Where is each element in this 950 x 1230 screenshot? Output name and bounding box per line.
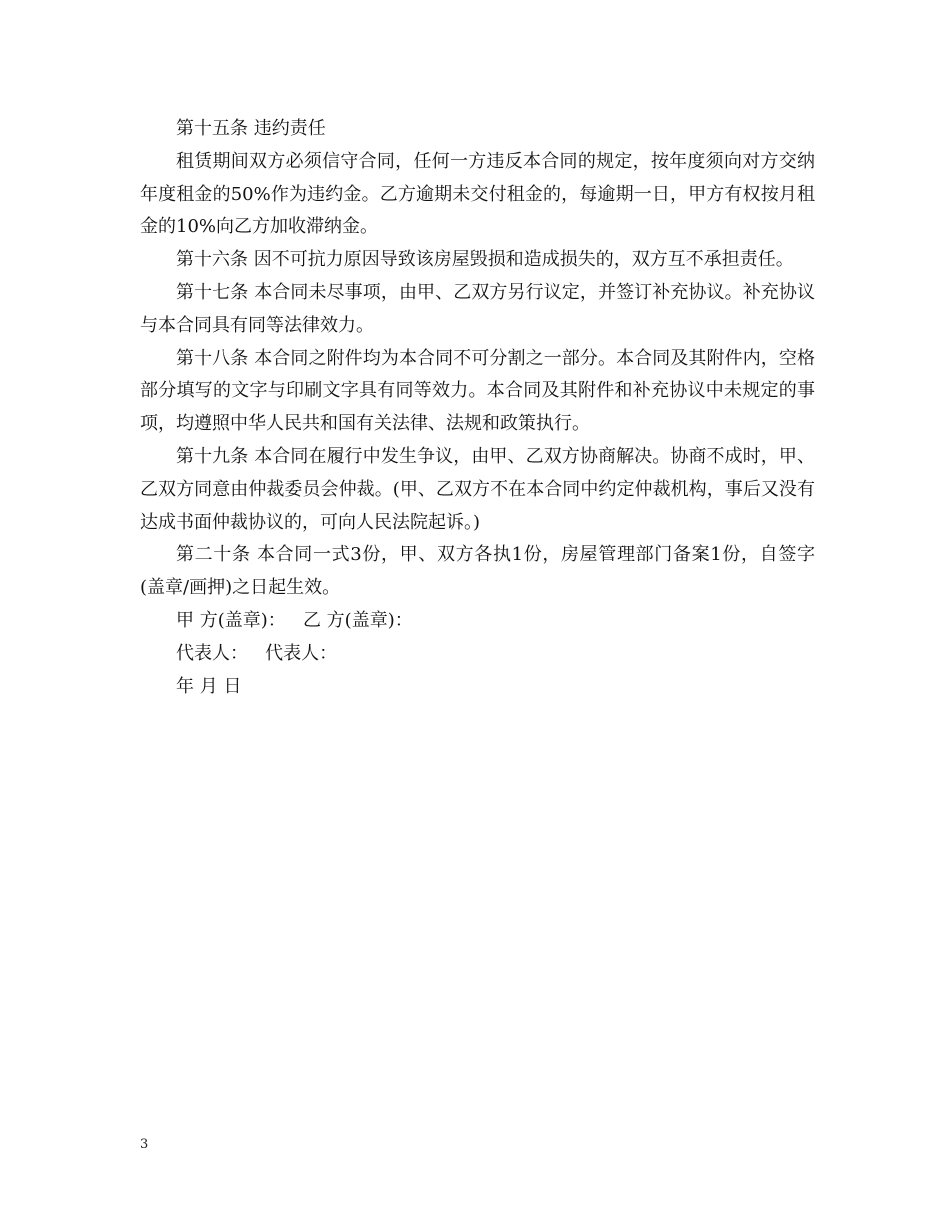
party-b-representative-label: 代表人：	[265, 642, 338, 664]
party-a-seal-label: 甲 方(盖章)：	[176, 609, 286, 631]
party-b-seal-label: 乙 方(盖章)：	[302, 609, 413, 631]
article-20: 第二十条 本合同一式3份，甲、双方各执1份，房屋管理部门备案1份，自签字(盖章/画押)之日起生效。	[140, 544, 815, 599]
article-18: 第十八条 本合同之附件均为本合同不可分割之一部分。本合同及其附件内，空格部分填写的文字与印刷文字具有同等效力。本合同及其附件和补充协议中未规定的事项，均遵照中华人民共和国有关法律、法规和政策执行。	[140, 347, 815, 435]
signature-representatives-line	[140, 638, 815, 671]
signature-date-line: 年 月 日	[176, 675, 242, 697]
document-body	[140, 113, 815, 703]
article-19: 第十九条 本合同在履行中发生争议，由甲、乙双方协商解决。协商不成时，甲、乙双方同意由仲裁委员会仲裁。(甲、乙双方不在本合同中约定仲裁机构，事后又没有达成书面仲裁协议的，可向人民法院起诉。)	[140, 445, 815, 533]
article-17: 第十七条 本合同未尽事项，由甲、乙双方另行议定，并签订补充协议。补充协议与本合同具有同等法律效力。	[140, 281, 815, 336]
article-15-body: 租赁期间双方必须信守合同，任何一方违反本合同的规定，按年度须向对方交纳年度租金的50%作为违约金。乙方逾期未交付租金的，每逾期一日，甲方有权按月租金的10%向乙方加收滞纳金。	[140, 150, 815, 238]
article-15-heading: 第十五条 违约责任	[176, 118, 326, 139]
party-a-representative-label: 代表人：	[176, 642, 248, 664]
article-16: 第十六条 因不可抗力原因导致该房屋毁损和造成损失的，双方互不承担责任。	[176, 249, 794, 271]
page-number: 3	[140, 1137, 149, 1152]
signature-parties-line	[140, 605, 815, 638]
